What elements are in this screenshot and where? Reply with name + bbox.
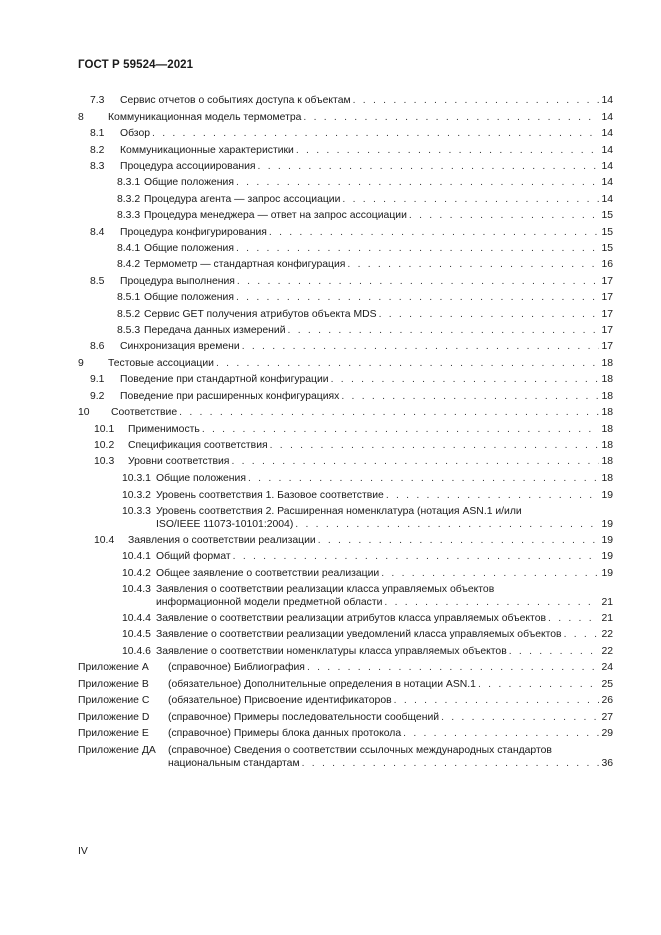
toc-entry-page: 18	[601, 456, 613, 467]
toc-entry-number: 10.3.1	[122, 473, 151, 484]
toc-entry-title-continued: ISO/IEEE 11073-10101:2004)	[156, 519, 294, 530]
toc-leader-dots	[295, 518, 599, 531]
toc-leader-dots	[302, 757, 600, 770]
toc-leader-dots	[386, 489, 600, 502]
toc-entry-title: Заявление о соответствии реализации уведомлений класса управляемых объектов	[156, 629, 562, 640]
toc-entry-number: Приложение В	[78, 679, 149, 690]
toc-leader-dots	[347, 258, 599, 271]
toc-entry[interactable]	[90, 275, 613, 288]
toc-entry-number: 8.3	[90, 161, 105, 172]
toc-leader-dots	[258, 160, 600, 173]
toc-leader-dots	[202, 423, 600, 436]
toc-entry-page: 19	[601, 519, 613, 530]
toc-entry-page: 18	[601, 358, 613, 369]
toc-entry-page: 14	[601, 161, 613, 172]
toc-entry-number: 7.3	[90, 95, 105, 106]
toc-leader-dots	[216, 357, 599, 370]
toc-entry-number: 10.4.5	[122, 629, 151, 640]
toc-leader-dots	[236, 291, 599, 304]
toc-entry-title: Заявления о соответствии реализации	[128, 535, 316, 546]
toc-entry-number: 8.5.3	[117, 325, 141, 336]
toc-entry-title: Обзор	[120, 128, 151, 139]
toc-entry[interactable]	[90, 127, 613, 140]
toc-entry-page: 18	[601, 391, 613, 402]
toc-entry-number: 9.1	[90, 374, 105, 385]
toc-entry-title-continued: информационной модели предметной области	[156, 597, 383, 608]
toc-leader-dots	[236, 176, 599, 189]
toc-entry-title: Сервис отчетов о событиях доступа к объектам	[120, 95, 351, 106]
toc-entry-number: Приложение ДА	[78, 745, 156, 756]
toc-entry[interactable]	[117, 193, 613, 206]
toc-entry-page: 36	[601, 758, 613, 769]
toc-entry-number: 9.2	[90, 391, 105, 402]
toc-entry-number: 10.2	[94, 440, 115, 451]
toc-leader-dots	[341, 390, 599, 403]
toc-entry[interactable]	[90, 144, 613, 157]
toc-entry-title: Общие положения	[144, 292, 234, 303]
toc-entry-number: Приложение Е	[78, 728, 149, 739]
toc-entry-title: (справочное) Примеры последовательности сообщений	[168, 712, 440, 723]
toc-entry-page: 15	[601, 243, 613, 254]
toc-entry[interactable]	[117, 308, 613, 321]
toc-entry-title: Заявление о соответствии реализации атрибутов класса управляемых объектов	[156, 613, 547, 624]
toc-leader-dots	[307, 661, 600, 674]
toc-leader-dots	[231, 455, 599, 468]
toc-entry-number: 9	[78, 358, 84, 369]
toc-entry[interactable]	[94, 534, 613, 547]
toc-entry-title: Сервис GET получения атрибутов объекта MDS	[144, 309, 377, 320]
toc-entry-title: (обязательное) Дополнительные определения в нотации ASN.1	[168, 679, 476, 690]
toc-entry-page: 17	[601, 309, 613, 320]
toc-entry-page: 15	[601, 210, 613, 221]
toc-entry[interactable]	[117, 258, 613, 271]
toc-leader-dots	[331, 373, 600, 386]
toc-entry-page: 18	[601, 440, 613, 451]
toc-entry-title: Уровень соответствия 2. Расширенная номенклатура (нотация ASN.1 и/или	[156, 506, 522, 517]
toc-entry-title: Спецификация соответствия	[128, 440, 268, 451]
page-number: IV	[78, 846, 88, 857]
toc-leader-dots	[394, 694, 600, 707]
toc-entry[interactable]	[122, 583, 613, 609]
toc-entry-page: 27	[601, 712, 613, 723]
toc-entry-page: 18	[601, 407, 613, 418]
toc-leader-dots	[248, 472, 599, 485]
toc-leader-dots	[179, 406, 599, 419]
toc-entry[interactable]	[90, 390, 613, 403]
toc-entry-title: Синхронизация времени	[120, 341, 240, 352]
toc-entry-number: 8.4.1	[117, 243, 141, 254]
toc-entry-title: Процедура менеджера — ответ на запрос ассоциации	[144, 210, 407, 221]
toc-leader-dots	[564, 628, 600, 641]
toc-entry-page: 25	[601, 679, 613, 690]
toc-entry-number: 8.2	[90, 145, 105, 156]
toc-entry[interactable]	[122, 505, 613, 531]
toc-entry-number: 8.3.2	[117, 194, 141, 205]
toc-entry-number: Приложение С	[78, 695, 150, 706]
toc-entry-title: Общие положения	[144, 243, 234, 254]
toc-entry[interactable]	[78, 678, 613, 691]
toc-entry-page: 21	[601, 613, 613, 624]
toc-entry[interactable]	[122, 550, 613, 563]
toc-entry-page: 14	[601, 112, 613, 123]
toc-entry-number: 8.6	[90, 341, 105, 352]
toc-entry-page: 17	[601, 292, 613, 303]
toc-leader-dots	[403, 727, 599, 740]
toc-entry[interactable]	[78, 661, 613, 674]
toc-leader-dots	[303, 111, 599, 124]
toc-entry-number: 8.5	[90, 276, 105, 287]
toc-entry-title: Общие положения	[144, 177, 234, 188]
toc-leader-dots	[242, 340, 600, 353]
toc-entry-title-continued: национальным стандартам	[168, 758, 300, 769]
toc-entry-page: 17	[601, 341, 613, 352]
toc-leader-dots	[288, 324, 600, 337]
toc-entry-number: 8.4.2	[117, 259, 141, 270]
toc-entry-page: 16	[601, 259, 613, 270]
toc-entry-page: 21	[601, 597, 613, 608]
toc-entry-title: Поведение при расширенных конфигурациях	[120, 391, 340, 402]
toc-leader-dots	[233, 550, 600, 563]
toc-entry-page: 29	[601, 728, 613, 739]
toc-entry[interactable]	[122, 567, 613, 580]
toc-entry-title: Передача данных измерений	[144, 325, 286, 336]
toc-entry[interactable]	[78, 744, 613, 770]
toc-entry-page: 22	[601, 629, 613, 640]
document-header: ГОСТ Р 59524—2021	[78, 59, 194, 71]
toc-entry-page: 14	[601, 194, 613, 205]
toc-entry-number: 10.4.4	[122, 613, 151, 624]
toc-entry-number: 10.3.2	[122, 490, 151, 501]
toc-entry[interactable]	[122, 628, 613, 641]
toc-entry-number: 10.1	[94, 424, 115, 435]
toc-entry-number: 10.3.3	[122, 506, 151, 517]
toc-entry-number: Приложение А	[78, 662, 149, 673]
toc-entry-title: (справочное) Библиография	[168, 662, 305, 673]
toc-entry[interactable]	[117, 176, 613, 189]
toc-entry[interactable]	[117, 291, 613, 304]
toc-entry-title: Соответствие	[111, 407, 178, 418]
toc-entry-page: 18	[601, 374, 613, 385]
toc-entry[interactable]	[122, 612, 613, 625]
toc-entry[interactable]	[94, 423, 613, 436]
toc-leader-dots	[441, 711, 599, 724]
toc-entry-number: 8	[78, 112, 84, 123]
toc-entry-title: Процедура выполнения	[120, 276, 235, 287]
toc-entry[interactable]	[122, 472, 613, 485]
toc-entry-title: Общие положения	[156, 473, 246, 484]
toc-entry-title: Коммуникационные характеристики	[120, 145, 294, 156]
toc-entry-number: 8.1	[90, 128, 105, 139]
toc-entry-page: 19	[601, 568, 613, 579]
toc-entry-title: (справочное) Примеры блока данных протокола	[168, 728, 402, 739]
toc-entry-title: Термометр — стандартная конфигурация	[144, 259, 346, 270]
toc-entry-number: 10.4	[94, 535, 115, 546]
toc-entry[interactable]	[117, 324, 613, 337]
toc-entry-title: Коммуникационная модель термометра	[108, 112, 302, 123]
toc-entry-page: 24	[601, 662, 613, 673]
toc-entry[interactable]	[117, 242, 613, 255]
toc-leader-dots	[236, 242, 599, 255]
toc-leader-dots	[342, 193, 599, 206]
toc-entry-page: 22	[601, 646, 613, 657]
toc-entry-page: 17	[601, 276, 613, 287]
toc-entry[interactable]	[78, 727, 613, 740]
toc-entry[interactable]	[90, 160, 613, 173]
toc-entry-title: Общее заявление о соответствии реализации	[156, 568, 380, 579]
toc-entry-title: Применимость	[128, 424, 200, 435]
toc-entry-page: 15	[601, 227, 613, 238]
toc-entry[interactable]	[78, 694, 613, 707]
toc-entry-number: 8.5.1	[117, 292, 141, 303]
toc-entry-title: (обязательное) Присвоение идентификаторов	[168, 695, 392, 706]
toc-leader-dots	[296, 144, 600, 157]
toc-leader-dots	[353, 94, 600, 107]
toc-entry[interactable]	[78, 406, 613, 419]
toc-entry-number: 10.3	[94, 456, 115, 467]
toc-leader-dots	[384, 596, 599, 609]
toc-leader-dots	[379, 308, 600, 321]
toc-entry-number: 10.4.1	[122, 551, 151, 562]
toc-entry[interactable]	[94, 439, 613, 452]
toc-entry-page: 19	[601, 551, 613, 562]
toc-entry-title: Заявление о соответствии номенклатуры класса управляемых объектов	[156, 646, 507, 657]
toc-entry-number: 10	[78, 407, 90, 418]
toc-entry[interactable]	[78, 711, 613, 724]
toc-entry-title: Поведение при стандартной конфигурации	[120, 374, 329, 385]
toc-entry-number: 10.4.3	[122, 584, 151, 595]
toc-entry-page: 14	[601, 128, 613, 139]
toc-leader-dots	[318, 534, 600, 547]
toc-entry-title: (справочное) Сведения о соответствии ссылочных международных стандартов	[168, 745, 552, 756]
toc-entry-page: 19	[601, 490, 613, 501]
toc-entry[interactable]	[90, 373, 613, 386]
toc-leader-dots	[237, 275, 600, 288]
toc-entry[interactable]	[94, 455, 613, 468]
toc-entry[interactable]	[78, 357, 613, 370]
toc-entry-number: 10.4.2	[122, 568, 151, 579]
toc-entry[interactable]	[90, 340, 613, 353]
toc-entry-page: 14	[601, 177, 613, 188]
toc-leader-dots	[270, 439, 600, 452]
toc-entry-page: 14	[601, 145, 613, 156]
toc-entry-page: 14	[601, 95, 613, 106]
toc-entry-title: Тестовые ассоциации	[108, 358, 214, 369]
toc-leader-dots	[509, 645, 600, 658]
toc-entry-number: Приложение D	[78, 712, 150, 723]
toc-entry-page: 18	[601, 424, 613, 435]
toc-entry-title: Уровень соответствия 1. Базовое соответствие	[156, 490, 384, 501]
toc-entry-number: 10.4.6	[122, 646, 151, 657]
toc-entry-number: 8.5.2	[117, 309, 141, 320]
toc-entry[interactable]	[78, 111, 613, 124]
toc-entry[interactable]	[90, 94, 613, 107]
toc-entry[interactable]	[122, 489, 613, 502]
toc-entry-number: 8.3.3	[117, 210, 141, 221]
toc-entry-page: 18	[601, 473, 613, 484]
toc-leader-dots	[381, 567, 599, 580]
toc-entry-title: Уровни соответствия	[128, 456, 230, 467]
toc-entry[interactable]	[117, 209, 613, 222]
toc-leader-dots	[269, 226, 600, 239]
toc-entry[interactable]	[90, 226, 613, 239]
toc-entry-page: 17	[601, 325, 613, 336]
toc-leader-dots	[152, 127, 599, 140]
toc-entry-page: 19	[601, 535, 613, 546]
toc-entry-title: Процедура агента — запрос ассоциации	[144, 194, 341, 205]
toc-entry-number: 8.3.1	[117, 177, 141, 188]
toc-entry-title: Процедура ассоциирования	[120, 161, 256, 172]
toc-entry[interactable]	[122, 645, 613, 658]
toc-entry-title: Общий формат	[156, 551, 231, 562]
toc-leader-dots	[409, 209, 600, 222]
toc-entry-number: 8.4	[90, 227, 105, 238]
toc-leader-dots	[478, 678, 599, 691]
toc-entry-page: 26	[601, 695, 613, 706]
toc-entry-title: Заявления о соответствии реализации класса управляемых объектов	[156, 584, 495, 595]
toc-entry-title: Процедура конфигурирования	[120, 227, 267, 238]
toc-leader-dots	[548, 612, 599, 625]
